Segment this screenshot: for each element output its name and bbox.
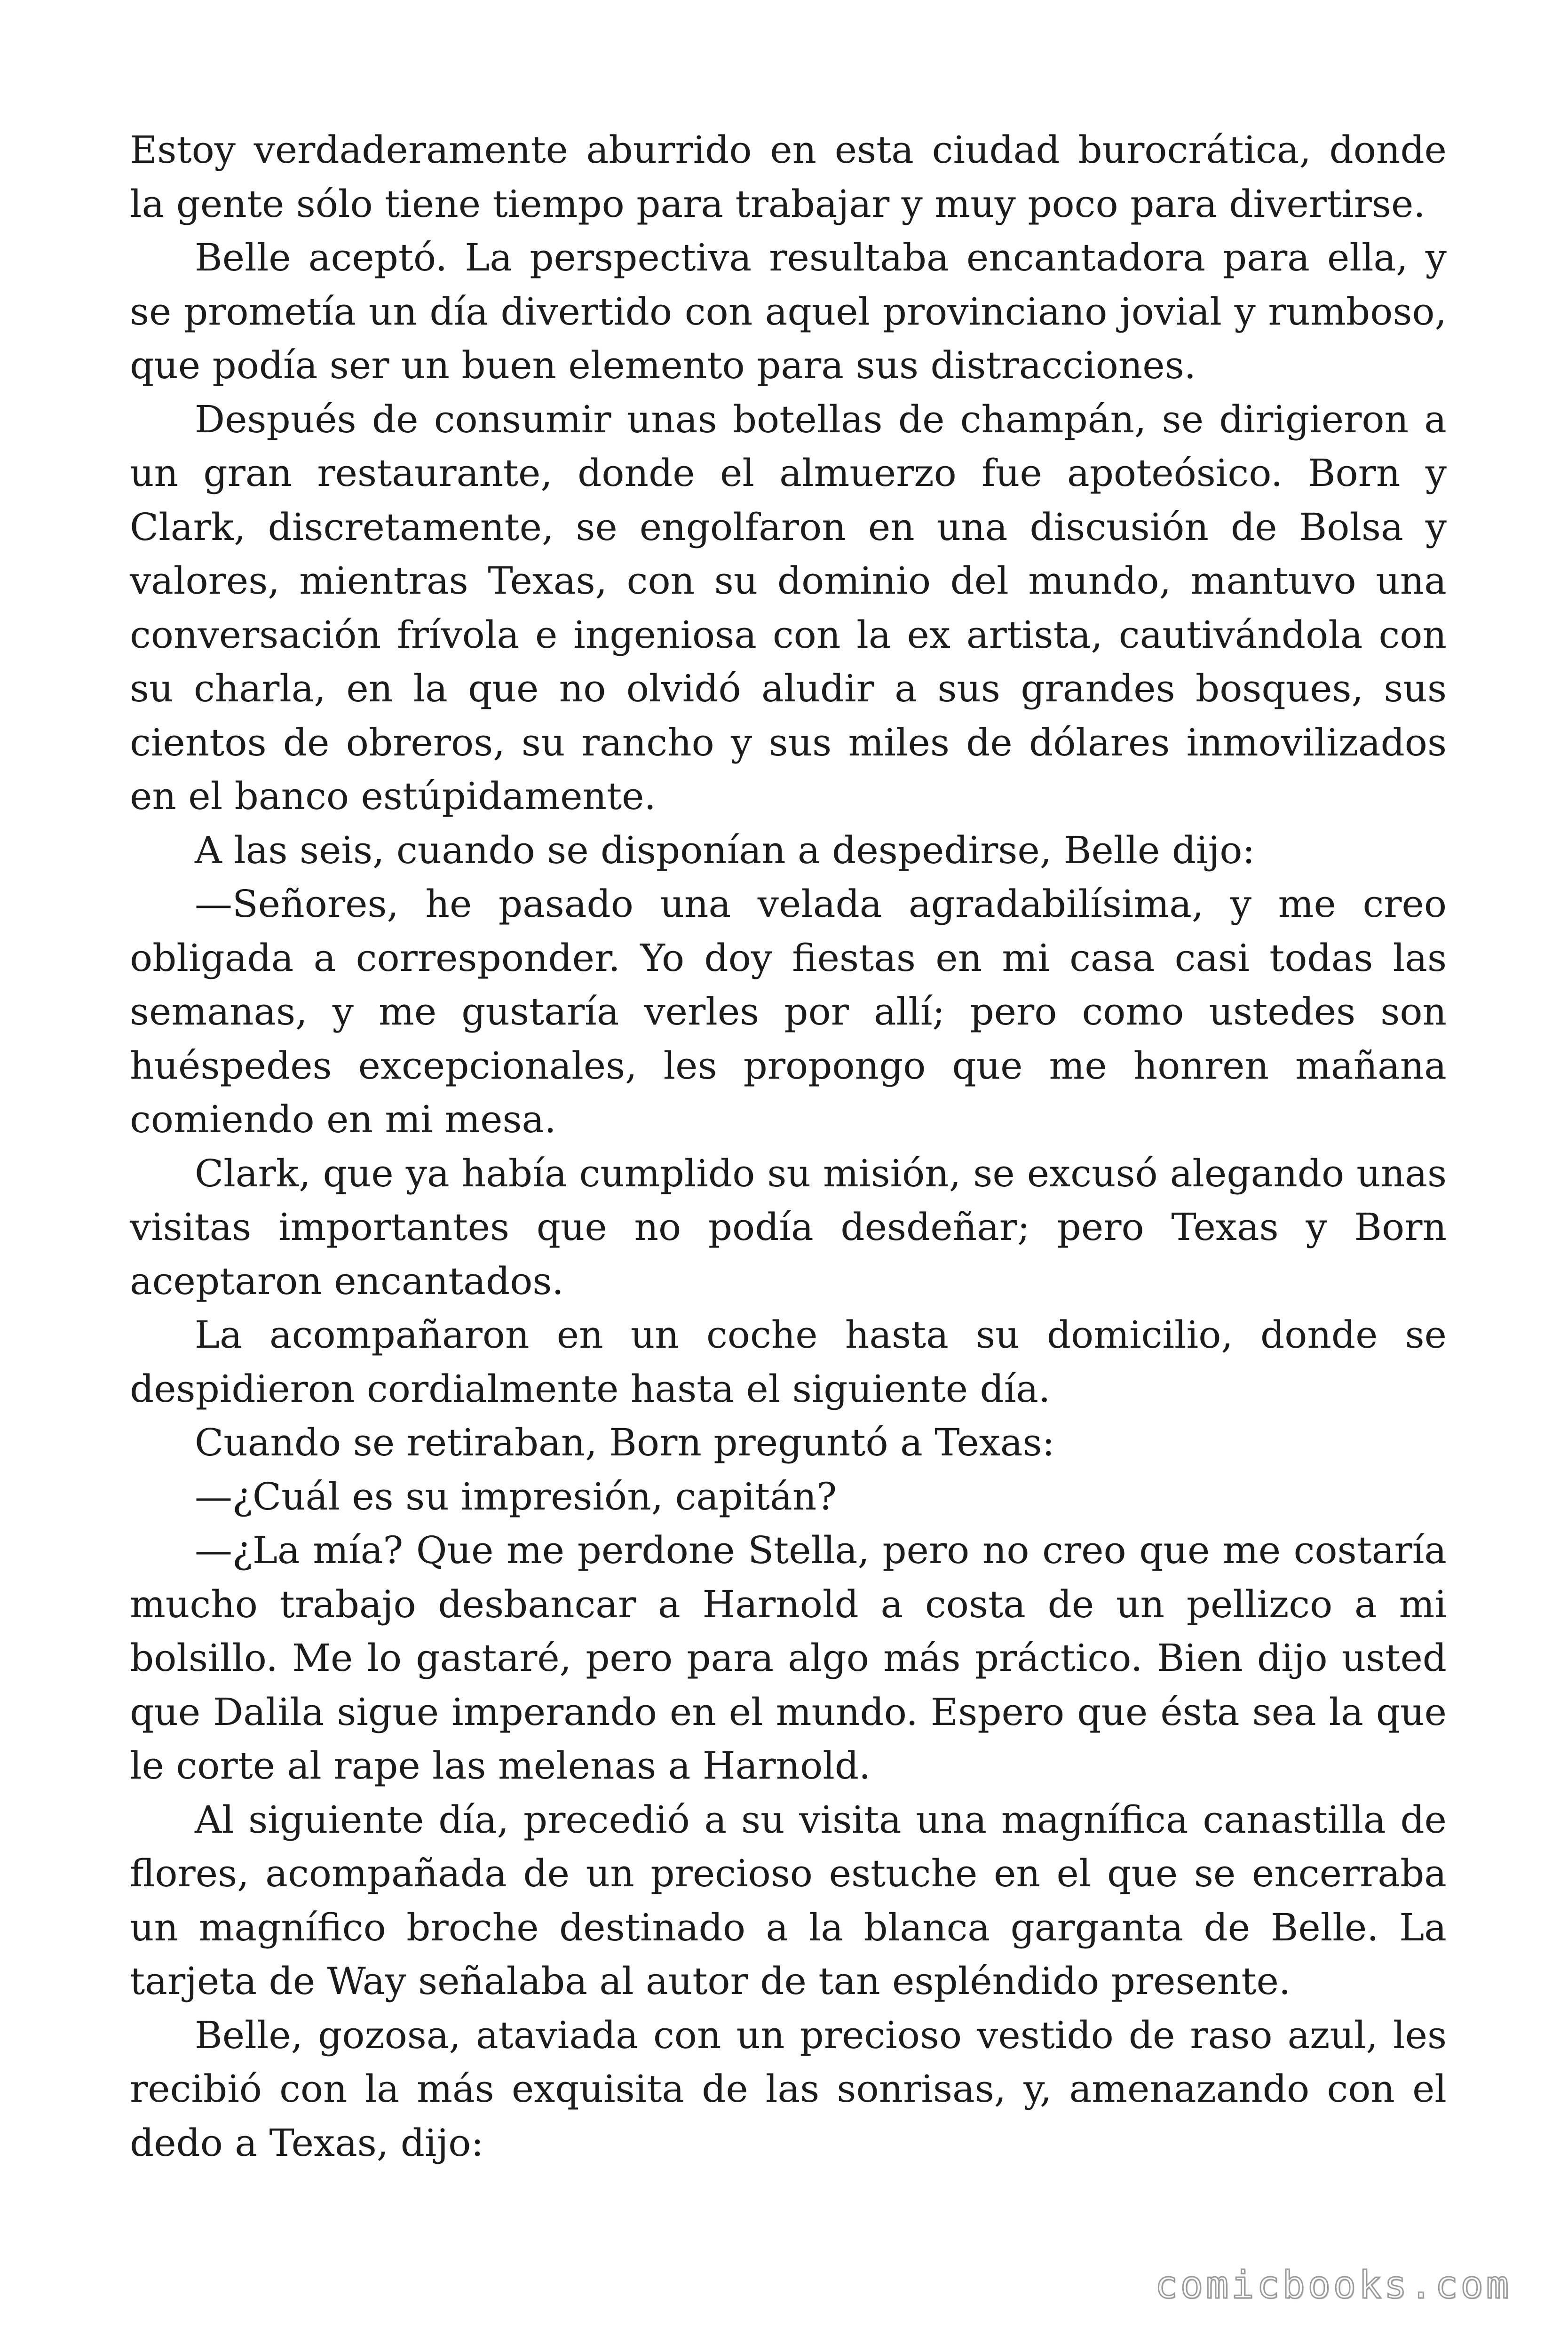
paragraph: Belle aceptó. La perspectiva resultaba encantadora para ella, y se prometía un día divertido con aquel provinciano jovial y rumboso, que podía ser un buen elemento para sus distracciones. [130, 236, 1447, 387]
paragraph: Cuando se retiraban, Born preguntó a Texas: [195, 1421, 1055, 1464]
paragraph: —Señores, he pasado una velada agradabilísima, y me creo obligada a corresponder. Yo doy fiestas en mi casa casi todas las semanas, y me gustaría verles por allí; pero como ustedes son huéspedes excepcionales, les propongo que me honren mañana comiendo en mi mesa. [130, 882, 1447, 1141]
paragraph: —¿La mía? Que me perdone Stella, pero no creo que me costaría mucho trabajo desbancar a Harnold a costa de un pellizco a mi bolsillo. Me lo gastaré, pero para algo más práctico. Bien dijo usted que Dalila sigue imperando en el mundo. Espero que ésta sea la que le corte al rape las melenas a Harnold. [130, 1528, 1447, 1788]
paragraph: Después de consumir unas botellas de champán, se dirigieron a un gran restaurante, donde el almuerzo fue apoteósico. Born y Clark, discretamente, se engolfaron en una discusión de Bolsa y valores, mientras Texas, con su dominio del mundo, mantuvo una conversación frívola e ingeniosa con la ex artista, cautivándola con su charla, en la que no olvidó aludir a sus grandes bosques, sus cientos de obreros, su rancho y sus miles de dólares inmovilizados en el banco estúpidamente. [130, 397, 1447, 818]
paragraph: —¿Cuál es su impresión, capitán? [195, 1474, 837, 1518]
paragraph: Estoy verdaderamente aburrido en esta ciudad burocrática, donde la gente sólo tiene tiempo para trabajar y muy poco para divertirse. [130, 128, 1447, 226]
watermark: comicbooks.com [1155, 2263, 1512, 2307]
paragraph: La acompañaron en un coche hasta su domicilio, donde se despidieron cordialmente hasta el siguiente día. [130, 1313, 1447, 1411]
paragraph: Al siguiente día, precedió a su visita una magnífica canastilla de flores, acompañada de un precioso estuche en el que se encerraba un magnífico broche destinado a la blanca garganta de Belle. La tarjeta de Way señalaba al autor de tan espléndido presente. [130, 1797, 1447, 2003]
page-body [130, 123, 1447, 2170]
paragraph: A las seis, cuando se disponían a despedirse, Belle dijo: [195, 828, 1255, 872]
paragraph: Clark, que ya había cumplido su misión, se excusó alegando unas visitas importantes que no podía desdeñar; pero Texas y Born aceptaron encantados. [130, 1151, 1447, 1303]
paragraph: Belle, gozosa, ataviada con un precioso vestido de raso azul, les recibió con la más exquisita de las sonrisas, y, amenazando con el dedo a Texas, dijo: [130, 2013, 1447, 2165]
